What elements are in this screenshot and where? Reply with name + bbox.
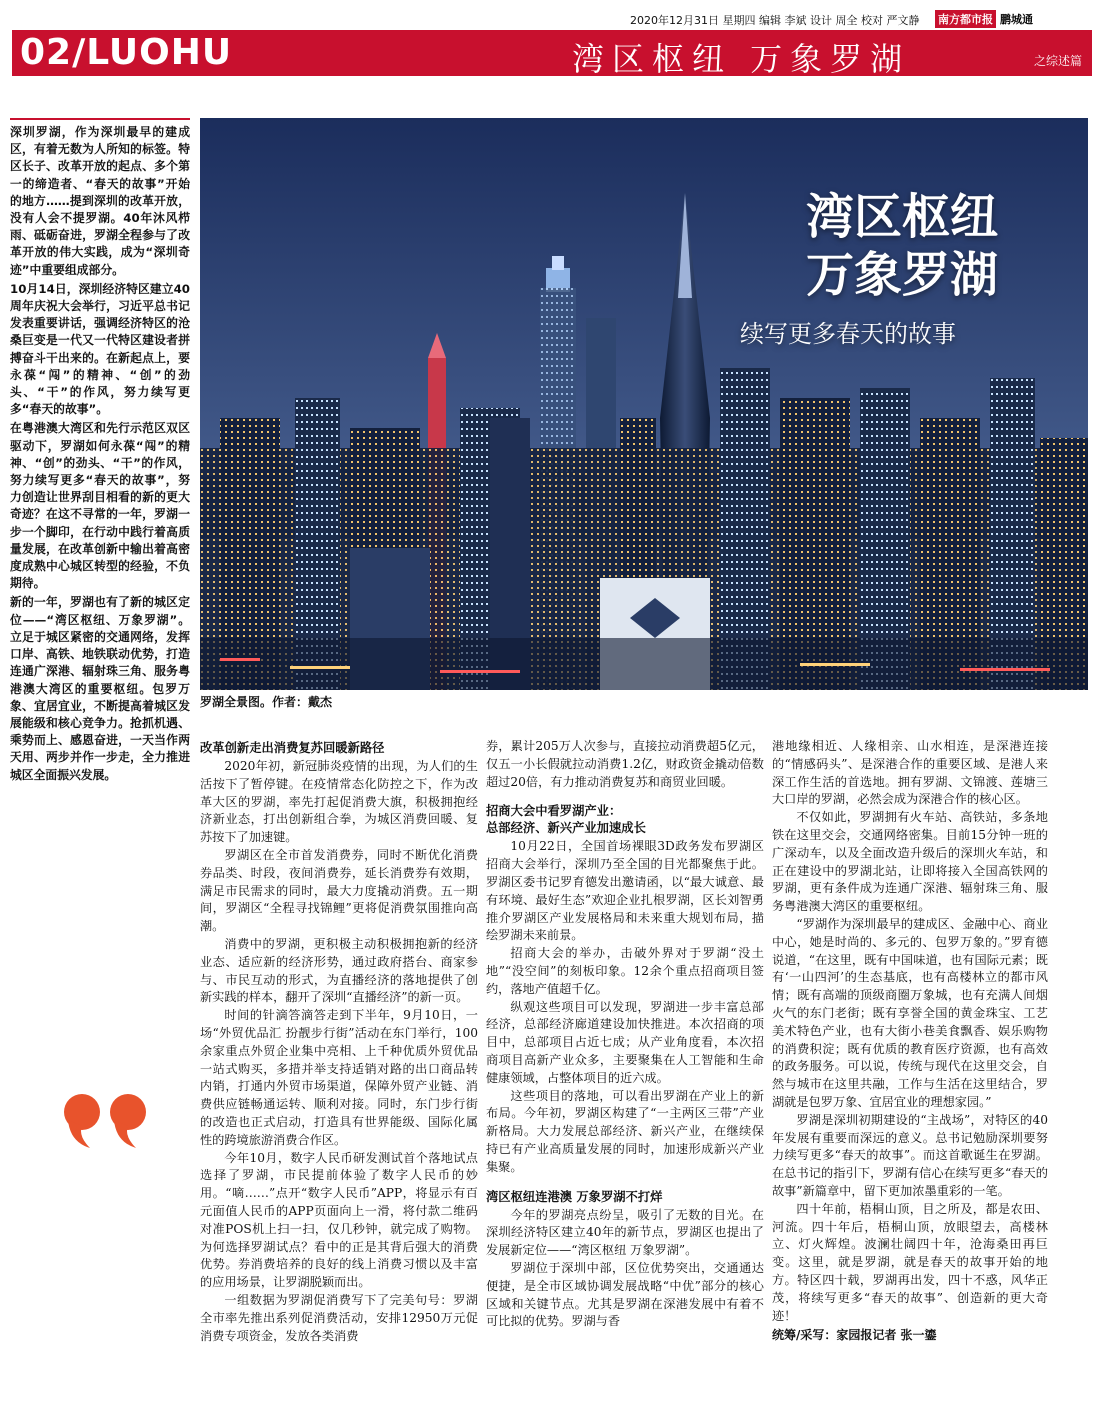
body-paragraph: 10月22日，全国首场裸眼3D政务发布罗湖区招商大会举行，深圳乃至全国的目光都聚焦于此。罗湖区委书记罗育德发出邀请函，以“最大诚意、最有环境、最好生态”欢迎企业扎根罗湖，区长刘智勇推介罗湖区产业发展格局和未来重大规划布局，描绘罗湖未来前景。 — [486, 839, 764, 943]
body-paragraph: 罗湖区在全市首发消费券，同时不断优化消费券品类、时段，夜间消费券，延长消费券有效期，满足市民需求的同时，最大力度撬动消费。五一期间，罗湖区“全程寻找锦鲤”更将促消费氛围推向高潮。 — [200, 847, 478, 934]
author-byline: 统筹/采写：家园报记者 张一鎏 — [772, 1328, 937, 1343]
body-paragraph: 今年的罗湖亮点纷呈，吸引了无数的目光。在深圳经济特区建立40年的新节点，罗湖区也提出了发展新定位——“湾区枢纽 万象罗湖”。 — [486, 1207, 764, 1258]
issue-info: 2020年12月31日 星期四 编辑 李斌 设计 周全 校对 严文静 — [630, 14, 920, 27]
body-paragraph: 港地缘相近、人缘相亲、山水相连，是深港连接的“情感码头”、是深港合作的重要区域、是港人来深工作生活的首选地。拥有罗湖、文锦渡、莲塘三大口岸的罗湖，必然会成为深港合作的核心区。 — [772, 739, 1048, 807]
page-number: 02/LUOHU — [20, 32, 233, 73]
brand-logo: 南方都市报 — [935, 10, 996, 28]
article-column-3 — [772, 738, 1048, 1345]
lead-paragraph: 在粤港澳大湾区和先行示范区双区驱动下，罗湖如何永葆“闯”的精神、“创”的劲头、“干”的作风，努力续写更多“春天的故事”，努力创造让世界刮目相看的新的更大奇迹？在这不寻常的一年，罗湖一步一个脚印，在行动中践行着高质量发展，在改革创新中输出着高密度成熟中心城区转型的经验，不负期待。 — [10, 421, 190, 591]
article-column-1 — [200, 738, 478, 1345]
article-column-2 — [486, 738, 764, 1331]
quote-mark-icon — [60, 1090, 160, 1150]
body-paragraph: 今年10月，数字人民币研发测试首个落地试点选择了罗湖，市民提前体验了数字人民币的妙用。“嘀……”点开“数字人民币”APP，将显示有百元面值人民币的APP页面向上一滑，将付款二维码对准POS机上扫一扫，仅几秒钟，就完成了购物。为何选择罗湖试点？看中的正是其背后强大的消费优势。券消费培养的良好的线上消费习惯以及丰富的应用场景，让罗湖脱颖而出。 — [200, 1150, 478, 1290]
banner-headline: 湾区枢纽 万象罗湖 — [572, 40, 911, 78]
lead-paragraph: 新的一年，罗湖也有了新的城区定位——“湾区枢纽、万象罗湖”。立足于城区紧密的交通网络，发挥口岸、高铁、地铁联动优势，打造连通广深港、辐射珠三角、服务粤港澳大湾区的重要枢纽。包罗万象、宜居宜业，不断提高着城区发展能级和核心竞争力。抢抓机遇、乘势而上、感恩奋进，一天当作两天用、两步并作一步走，全力推进城区全面振兴发展。 — [10, 595, 190, 782]
body-paragraph: 2020年初，新冠肺炎疫情的出现，为人们的生活按下了暂停键。在疫情常态化防控之下，作为改革大区的罗湖，率先打起促消费大旗，积极拥抱经济新业态，打出创新组合拳，为城区消费回暖、复苏按下了加速键。 — [200, 759, 478, 845]
body-paragraph: 罗湖位于深圳中部，区位优势突出，交通通达便捷，是全市区域协调发展战略“中优”部分的核心区域和关键节点。尤其是罗湖在深港发展中有着不可比拟的优势。罗湖与香 — [486, 1260, 764, 1329]
brand-sub: 鹏城通 — [1000, 13, 1033, 26]
body-paragraph: 不仅如此，罗湖拥有火车站、高铁站，多条地铁在这里交会，交通网络密集。目前15分钟一班的广深动车，以及全面改造升级后的深圳火车站，和正在建设中的罗湖北站，让即将接入全国高铁网的罗湖，更有条件成为连通广深港、辐射珠三角、服务粤港澳大湾区的重要枢纽。 — [772, 810, 1048, 914]
body-paragraph: 招商大会的举办，击破外界对于罗湖“没土地”“没空间”的刻板印象。12余个重点招商项目签约，落地产值超千亿。 — [486, 946, 764, 996]
body-paragraph: 一组数据为罗湖促消费写下了完美句号：罗湖全市率先推出系列促消费活动，安排12950万元促消费专项资金，发放各类消费 — [200, 1292, 478, 1343]
page-banner — [12, 30, 1092, 76]
body-paragraph: 券，累计205万人次参与，直接拉动消费超5亿元，仅五一小长假就拉动消费1.2亿，财政资金撬动倍数超过20倍，有力推动消费复苏和商贸业回暖。 — [486, 739, 764, 789]
masthead-brand — [935, 10, 1095, 28]
body-paragraph: “罗湖作为深圳最早的建成区、金融中心、商业中心，她是时尚的、多元的、包罗万象的。”罗育德说道，“在这里，既有中国味道，也有国际元素；既有‘一山四河’的生态基底，也有高楼林立的都市风情；既有高端的顶级商圈万象城，也有充满人间烟火气的东门老街；既有享誉全国的黄金珠宝、工艺美术特色产业，也有大街小巷美食飘香、娱乐购物的消费积淀；既有优质的教育医疗资源，也有高效的政务服务。可以说，传统与现代在这里交会，自然与城市在这里共融，工作与生活在这里结合，罗湖就是包罗万象、宜居宜业的理想家园。” — [772, 916, 1048, 1109]
skyline-photo — [200, 118, 1088, 690]
section-label: 之综述篇 — [1033, 54, 1082, 68]
body-paragraph: 时间的针滴答滴答走到下半年，9月10日，一场“外贸优品汇 扮靓步行街”活动在东门举行，100余家重点外贸企业集中亮相、上千种优质外贸优品一站式购买，多措并举支持适销对路的出口商品转内销，打通内外贸市场渠道，保障外贸产业链、消费供应链畅通运转、顺利对接。同时，东门步行街的改造也正式启动，打造具有世界能级、国际化属性的跨境旅游消费合作区。 — [200, 1008, 478, 1147]
photo-title-line: 万象罗湖 — [805, 247, 998, 303]
photo-caption: 罗湖全景图。作者：戴杰 — [200, 695, 333, 709]
body-paragraph: 消费中的罗湖，更积极主动积极拥抱新的经济业态、适应新的经济形势，通过政府搭台、商家参与、市民互动的形式，为直播经济的落地提供了创新实践的样本，翻开了深圳“直播经济”的新一页。 — [200, 936, 478, 1005]
photo-title — [806, 188, 998, 304]
body-paragraph: 纵观这些项目可以发现，罗湖进一步丰富总部经济，总部经济廊道建设加快推进。本次招商的项目中，总部项目占近七成；从产业角度看，本次招商项目高新产业众多，主要聚集在人工智能和生命健康领域，占整体项目的近六成。 — [486, 999, 764, 1085]
section-heading: 改革创新走出消费复苏回暖新路径 — [200, 741, 385, 755]
body-paragraph: 这些项目的落地，可以看出罗湖在产业上的新布局。今年初，罗湖区构建了“一主两区三带”产业新格局。大力发展总部经济、新兴产业，在继续保持已有产业高质量发展的同时，加速形成新兴产业集聚。 — [486, 1088, 764, 1174]
lead-paragraph: 10月14日，深圳经济特区建立40周年庆祝大会举行，习近平总书记发表重要讲话，强调经济特区的沧桑巨变是一代又一代特区建设者拼搏奋斗干出来的。在新起点上，要永葆“闯”的精神、“创”的劲头、“干”的作风，努力续写更多“春天的故事”。 — [10, 281, 190, 417]
section-heading-line: 招商大会中看罗湖产业： — [486, 804, 622, 819]
lead-paragraph: 深圳罗湖，作为深圳最早的建成区，有着无数为人所知的标签。特区长子、改革开放的起点、多个第一的缔造者、“春天的故事”开始的地方……提到深圳的改革开放，没有人会不提罗湖。40年沐风栉雨、砥砺奋进，罗湖全程参与了改革开放的伟大实践，成为“深圳奇迹”中重要组成部分。 — [10, 125, 190, 277]
body-paragraph: 罗湖是深圳初期建设的“主战场”，对特区的40年发展有重要而深远的意义。总书记勉励深圳要努力续写更多“春天的故事”。而这首歌诞生在罗湖。在总书记的指引下，罗湖有信心在续写更多“春天的故事”新篇章中，留下更加浓墨重彩的一笔。 — [772, 1112, 1048, 1198]
lead-column — [10, 118, 190, 786]
section-heading-line: 总部经济、新兴产业加速成长 — [486, 821, 646, 836]
photo-title-line: 湾区枢纽 — [805, 189, 998, 245]
section-heading — [486, 803, 764, 837]
body-paragraph: 四十年前，梧桐山顶，目之所及，都是农田、河流。四十年后，梧桐山顶，放眼望去，高楼林立、灯火辉煌。波澜壮阔四十年，沧海桑田再巨变。这里，就是罗湖，就是春天的故事开始的地方。特区四十载，罗湖再出发，四十不惑，风华正茂，将续写更多“春天的故事”、创造新的更大奇迹！ — [772, 1201, 1048, 1323]
section-heading: 湾区枢纽连港澳 万象罗湖不打烊 — [486, 1189, 663, 1204]
photo-subtitle: 续写更多春天的故事 — [740, 320, 956, 348]
